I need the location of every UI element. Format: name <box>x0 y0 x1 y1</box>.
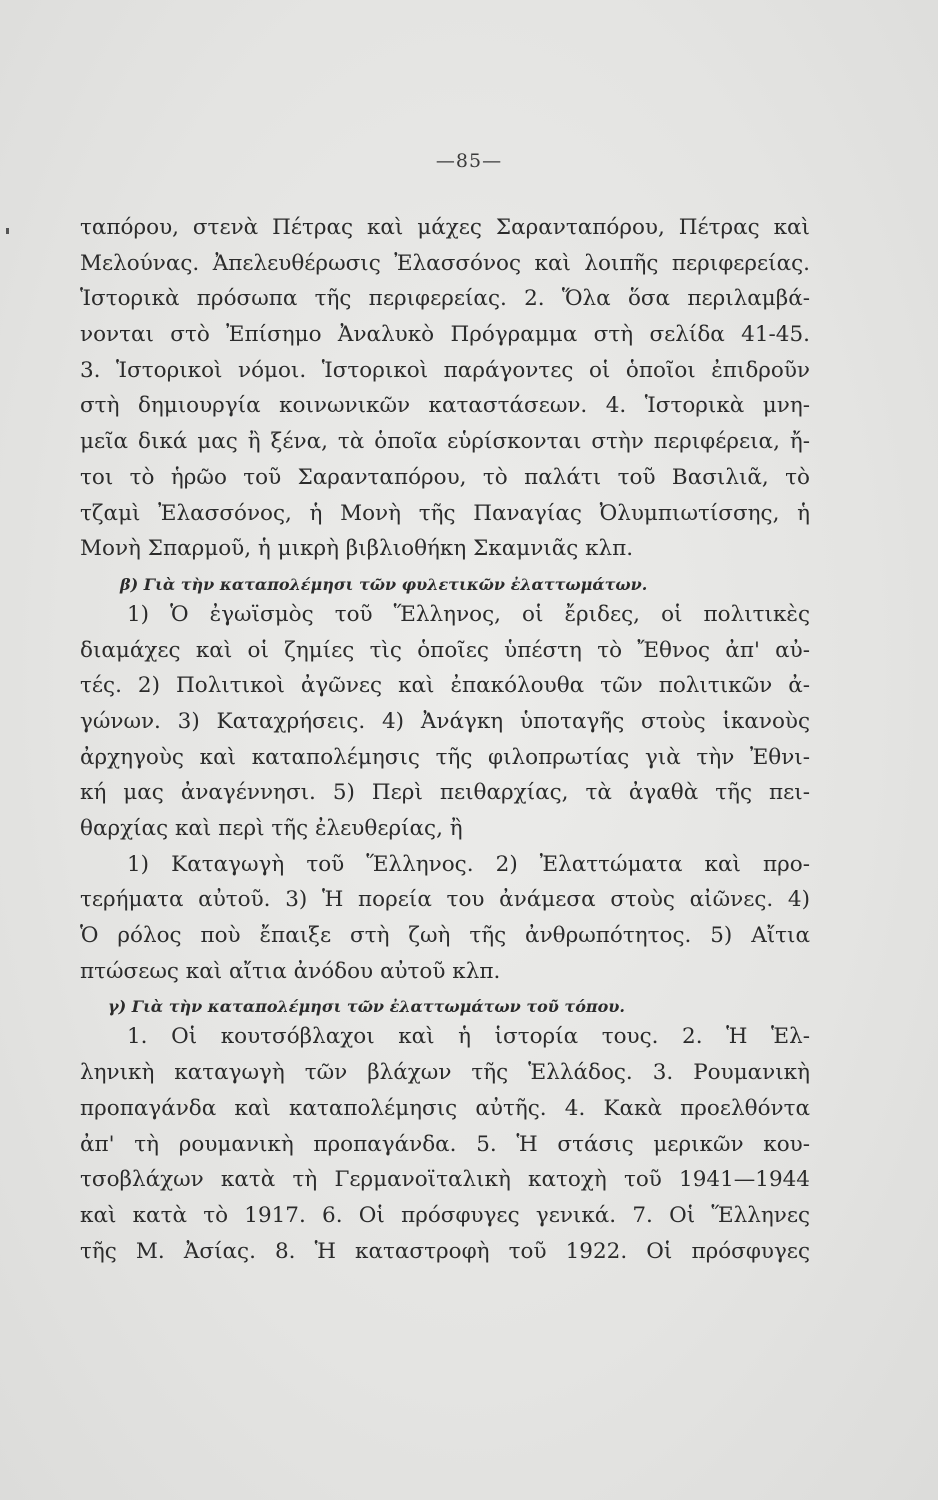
text-line: τοι τὸ ἡρῶο τοῦ Σαρανταπόρου, τὸ παλάτι τοῦ Βασιλιᾶ, τὸ <box>80 464 810 490</box>
text-line: τζαμὶ Ἐλασσόνος, ἡ Μονὴ τῆς Παναγίας Ὀλυμπιωτίσσης, ἡ <box>80 500 810 526</box>
text-line: προπαγάνδα καὶ καταπολέμησις αὐτῆς. 4. Κακὰ προελθόντα <box>80 1095 810 1121</box>
text-line: 1. Οἱ κουτσόβλαχοι καὶ ἡ ἱστορία τους. 2. Ἡ Ἑλ- <box>127 1024 810 1050</box>
text-line: κή μας ἀναγέννησι. 5) Περὶ πειθαρχίας, τὰ ἀγαθὰ τῆς πει- <box>80 780 810 806</box>
text-line: τές. 2) Πολιτικοὶ ἀγῶνες καὶ ἐπακόλουθα τῶν πολιτικῶν ἀ- <box>80 673 810 699</box>
section-heading-b: β) Γιὰ τὴν καταπολέμησι τῶν φυλετικῶν ἐλαττωμάτων. <box>120 574 648 594</box>
body-text <box>80 210 810 1269</box>
text-line: στὴ δημιουργία κοινωνικῶν καταστάσεων. 4. Ἱστορικὰ μνη- <box>80 393 810 419</box>
text-line: μεῖα δικά μας ἢ ξένα, τὰ ὁποῖα εὑρίσκονται στὴν περιφέρεια, ἤ- <box>80 429 810 455</box>
margin-mark <box>6 228 9 234</box>
page-number: —85— <box>435 150 503 172</box>
text-line: θαρχίας καὶ περὶ τῆς ἐλευθερίας, ἢ <box>80 816 463 841</box>
text-line: ἀπ' τὴ ρουμανικὴ προπαγάνδα. 5. Ἡ στάσις μερικῶν κου- <box>80 1131 810 1157</box>
text-line: τῆς Μ. Ἀσίας. 8. Ἡ καταστροφὴ τοῦ 1922. Οἱ πρόσφυγες <box>80 1238 810 1264</box>
text-line: πτώσεως καὶ αἴτια ἀνόδου αὐτοῦ κλπ. <box>80 958 501 984</box>
text-line: γώνων. 3) Καταχρήσεις. 4) Ἀνάγκη ὑποταγῆς στοὺς ἱκανοὺς <box>80 708 810 734</box>
section-heading-g: γ) Γιὰ τὴν καταπολέμησι τῶν ἐλαττωμάτων τοῦ τόπου. <box>108 997 625 1017</box>
text-line: διαμάχες καὶ οἱ ζημίες τὶς ὁποῖες ὑπέστη τὸ Ἔθνος ἀπ' αὐ- <box>80 637 810 663</box>
text-line: ταπόρου, στενὰ Πέτρας καὶ μάχες Σαρανταπόρου, Πέτρας καὶ <box>80 215 810 240</box>
text-line: Μελούνας. Ἀπελευθέρωσις Ἐλασσόνος καὶ λοιπῆς περιφερείας. <box>80 250 810 276</box>
text-line: ληνικὴ καταγωγὴ τῶν βλάχων τῆς Ἑλλάδος. 3. Ρουμανικὴ <box>80 1060 810 1086</box>
text-line: τσοβλάχων κατὰ τὴ Γερμανοϊταλικὴ κατοχὴ τοῦ 1941—1944 <box>80 1167 810 1193</box>
text-line: τερήματα αὐτοῦ. 3) Ἡ πορεία του ἀνάμεσα στοὺς αἰῶνες. 4) <box>80 887 810 913</box>
text-line: 1) Καταγωγὴ τοῦ Ἕλληνος. 2) Ἐλαττώματα καὶ προ- <box>127 851 810 877</box>
text-line: Ἱστορικὰ πρόσωπα τῆς περιφερείας. 2. Ὅλα ὅσα περιλαμβά- <box>80 286 810 312</box>
text-line: Ὁ ρόλος ποὺ ἔπαιξε στὴ ζωὴ τῆς ἀνθρωπότητος. 5) Αἴτια <box>80 923 810 949</box>
text-line: ἀρχηγοὺς καὶ καταπολέμησις τῆς φιλοπρωτίας γιὰ τὴν Ἐθνι- <box>80 744 810 770</box>
text-line: Μονὴ Σπαρμοῦ, ἡ μικρὴ βιβλιοθήκη Σκαμνιᾶς κλπ. <box>80 536 634 562</box>
text-line: καὶ κατὰ τὸ 1917. 6. Οἱ πρόσφυγες γενικά. 7. Οἱ Ἕλληνες <box>80 1202 810 1228</box>
text-line: 3. Ἱστορικοὶ νόμοι. Ἱστορικοὶ παράγοντες οἱ ὁποῖοι ἐπιδροῦν <box>80 357 810 383</box>
text-line: 1) Ὁ ἐγωϊσμὸς τοῦ Ἕλληνος, οἱ ἔριδες, οἱ πολιτικὲς <box>127 601 810 627</box>
text-line: νονται στὸ Ἐπίσημο Ἀναλυκὸ Πρόγραμμα στὴ σελίδα 41-45. <box>80 322 810 348</box>
